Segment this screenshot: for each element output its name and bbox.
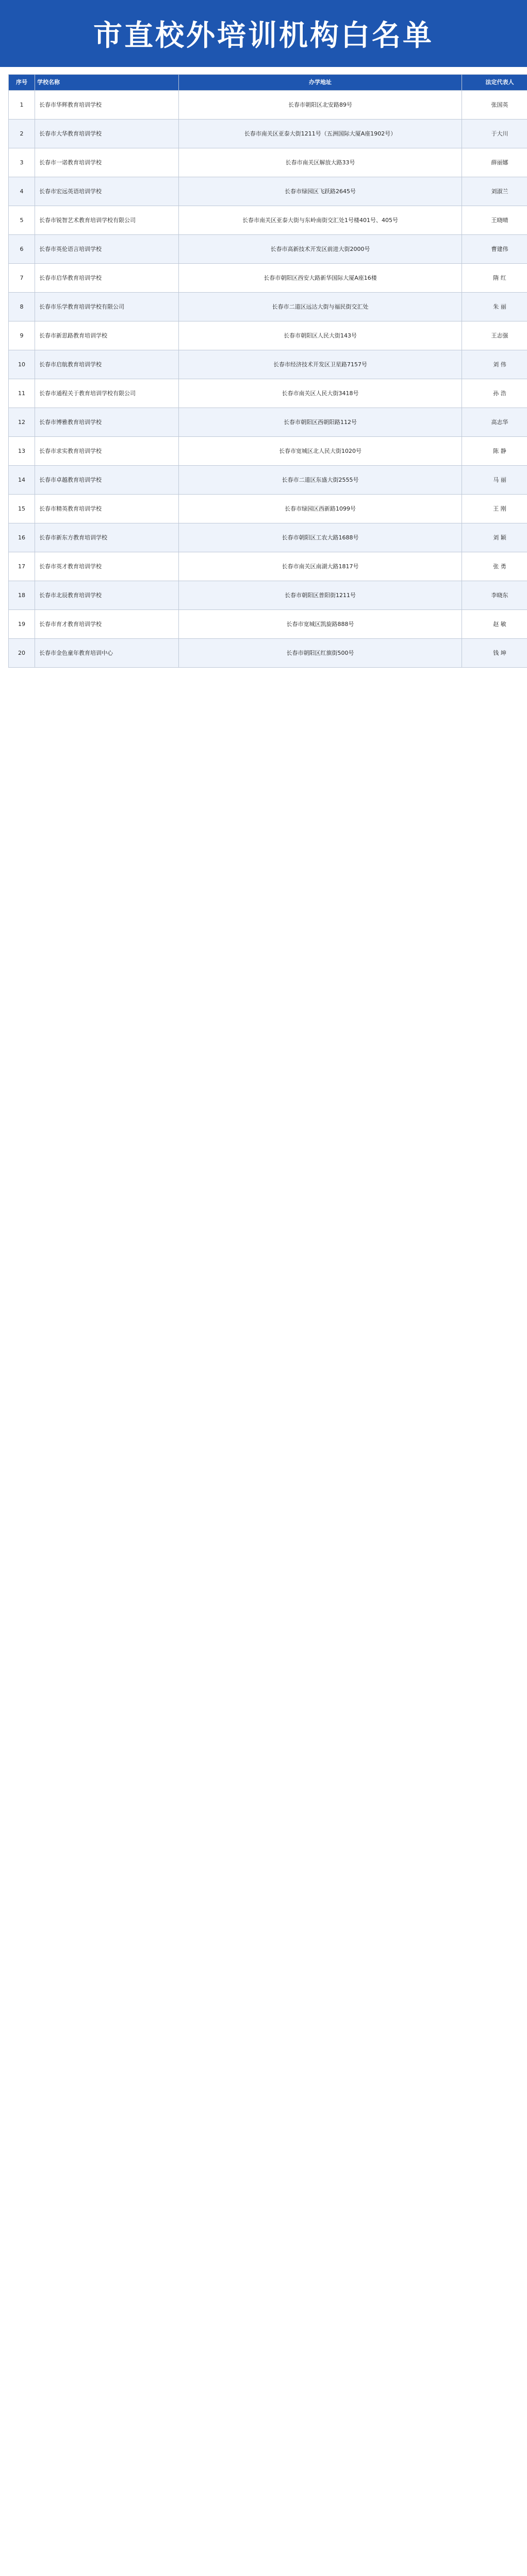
cell-address: 长春市宽城区凯旋路888号 — [179, 610, 462, 639]
table-row — [9, 350, 527, 379]
cell-school-name: 长春市宏远英语培训学校 — [35, 177, 179, 206]
cell-legal-representative: 钱 坤 — [462, 639, 527, 668]
cell-school-name: 长春市育才教育培训学校 — [35, 610, 179, 639]
cell-index: 7 — [9, 264, 35, 293]
table-row — [9, 437, 527, 466]
cell-address: 长春市朝阳区红旗街500号 — [179, 639, 462, 668]
cell-address: 长春市南关区南湖大路1817号 — [179, 552, 462, 581]
cell-index: 2 — [9, 120, 35, 148]
cell-index: 11 — [9, 379, 35, 408]
cell-address: 长春市朝阳区西安大路新华国际大厦A座16楼 — [179, 264, 462, 293]
table-row — [9, 321, 527, 350]
title-banner — [0, 0, 527, 67]
cell-address: 长春市二道区远达大街与福民街交汇处 — [179, 293, 462, 321]
cell-address: 长春市高新技术开发区前进大街2000号 — [179, 235, 462, 264]
cell-index: 10 — [9, 350, 35, 379]
cell-address: 长春市朝阳区人民大街143号 — [179, 321, 462, 350]
table-row — [9, 120, 527, 148]
cell-index: 8 — [9, 293, 35, 321]
table-row — [9, 177, 527, 206]
header-cell-school-name: 学校名称 — [35, 75, 179, 91]
table-row — [9, 581, 527, 610]
cell-legal-representative: 隋 红 — [462, 264, 527, 293]
cell-school-name: 长春市启航教育培训学校 — [35, 350, 179, 379]
table-row — [9, 206, 527, 235]
cell-legal-representative: 李晓东 — [462, 581, 527, 610]
cell-legal-representative: 王晓晴 — [462, 206, 527, 235]
cell-school-name: 长春市金色童年教育培训中心 — [35, 639, 179, 668]
cell-address: 长春市绿园区西新路1099号 — [179, 495, 462, 523]
cell-legal-representative: 刘淑兰 — [462, 177, 527, 206]
table-row — [9, 264, 527, 293]
table-row — [9, 466, 527, 495]
cell-address: 长春市朝阳区北安路89号 — [179, 91, 462, 120]
table-container — [0, 67, 527, 668]
header-cell-index: 序号 — [9, 75, 35, 91]
cell-index: 15 — [9, 495, 35, 523]
cell-school-name: 长春市英伦语言培训学校 — [35, 235, 179, 264]
cell-index: 20 — [9, 639, 35, 668]
cell-school-name: 长春市新东方教育培训学校 — [35, 523, 179, 552]
table-row — [9, 552, 527, 581]
cell-address: 长春市南关区人民大街3418号 — [179, 379, 462, 408]
table-row — [9, 408, 527, 437]
table-row — [9, 148, 527, 177]
cell-school-name: 长春市卓越教育培训学校 — [35, 466, 179, 495]
cell-index: 12 — [9, 408, 35, 437]
cell-index: 4 — [9, 177, 35, 206]
cell-school-name: 长春市新思路教育培训学校 — [35, 321, 179, 350]
header-cell-address: 办学地址 — [179, 75, 462, 91]
cell-school-name: 长春市乐学教育培训学校有限公司 — [35, 293, 179, 321]
cell-school-name: 长春市启华教育培训学校 — [35, 264, 179, 293]
cell-legal-representative: 于大川 — [462, 120, 527, 148]
table-row — [9, 639, 527, 668]
cell-index: 18 — [9, 581, 35, 610]
cell-index: 17 — [9, 552, 35, 581]
table-row — [9, 495, 527, 523]
cell-legal-representative: 张国英 — [462, 91, 527, 120]
cell-address: 长春市朝阳区西朝阳路112号 — [179, 408, 462, 437]
cell-index: 14 — [9, 466, 35, 495]
cell-school-name: 长春市一诺教育培训学校 — [35, 148, 179, 177]
cell-index: 16 — [9, 523, 35, 552]
page-title: 市直校外培训机构白名单 — [93, 19, 434, 53]
table-row — [9, 610, 527, 639]
cell-index: 9 — [9, 321, 35, 350]
cell-school-name: 长春市博雅教育培训学校 — [35, 408, 179, 437]
table-row — [9, 379, 527, 408]
cell-legal-representative: 赵 敏 — [462, 610, 527, 639]
table-row — [9, 523, 527, 552]
cell-legal-representative: 曹建伟 — [462, 235, 527, 264]
header-cell-legal-representative: 法定代表人 — [462, 75, 527, 91]
cell-address: 长春市朝阳区普阳街1211号 — [179, 581, 462, 610]
cell-school-name: 长春市求实教育培训学校 — [35, 437, 179, 466]
cell-legal-representative: 张 勇 — [462, 552, 527, 581]
cell-index: 3 — [9, 148, 35, 177]
cell-address: 长春市绿园区飞跃路2645号 — [179, 177, 462, 206]
whitelist-table — [8, 74, 527, 668]
header-row — [9, 75, 527, 91]
cell-legal-representative: 王志强 — [462, 321, 527, 350]
cell-address: 长春市南关区亚泰大街1211号（五洲国际大厦A座1902号） — [179, 120, 462, 148]
cell-index: 19 — [9, 610, 35, 639]
cell-legal-representative: 马 丽 — [462, 466, 527, 495]
cell-legal-representative: 朱 丽 — [462, 293, 527, 321]
cell-school-name: 长春市大华教育培训学校 — [35, 120, 179, 148]
cell-address: 长春市宽城区北人民大街1020号 — [179, 437, 462, 466]
cell-legal-representative: 王 刚 — [462, 495, 527, 523]
cell-legal-representative: 孙 浩 — [462, 379, 527, 408]
cell-legal-representative: 薛丽娜 — [462, 148, 527, 177]
cell-legal-representative: 陈 静 — [462, 437, 527, 466]
table-row — [9, 235, 527, 264]
cell-index: 6 — [9, 235, 35, 264]
cell-address: 长春市南关区解放大路33号 — [179, 148, 462, 177]
cell-legal-representative: 高志华 — [462, 408, 527, 437]
cell-school-name: 长春市北辰教育培训学校 — [35, 581, 179, 610]
cell-school-name: 长春市华辉教育培训学校 — [35, 91, 179, 120]
cell-address: 长春市经济技术开发区卫星路7157号 — [179, 350, 462, 379]
table-row — [9, 91, 527, 120]
cell-address: 长春市南关区亚泰大街与东岭南街交汇处1号楼401号、405号 — [179, 206, 462, 235]
table-row — [9, 293, 527, 321]
cell-index: 1 — [9, 91, 35, 120]
cell-index: 13 — [9, 437, 35, 466]
cell-legal-representative: 刘 颖 — [462, 523, 527, 552]
cell-address: 长春市二道区东盛大街2555号 — [179, 466, 462, 495]
cell-school-name: 长春市精英教育培训学校 — [35, 495, 179, 523]
cell-legal-representative: 刘 伟 — [462, 350, 527, 379]
cell-school-name: 长春市通程关于教育培训学校有限公司 — [35, 379, 179, 408]
cell-school-name: 长春市锐智艺术教育培训学校有限公司 — [35, 206, 179, 235]
table-header — [9, 75, 527, 91]
cell-index: 5 — [9, 206, 35, 235]
table-body — [9, 91, 527, 668]
cell-address: 长春市朝阳区工农大路1688号 — [179, 523, 462, 552]
cell-school-name: 长春市英才教育培训学校 — [35, 552, 179, 581]
